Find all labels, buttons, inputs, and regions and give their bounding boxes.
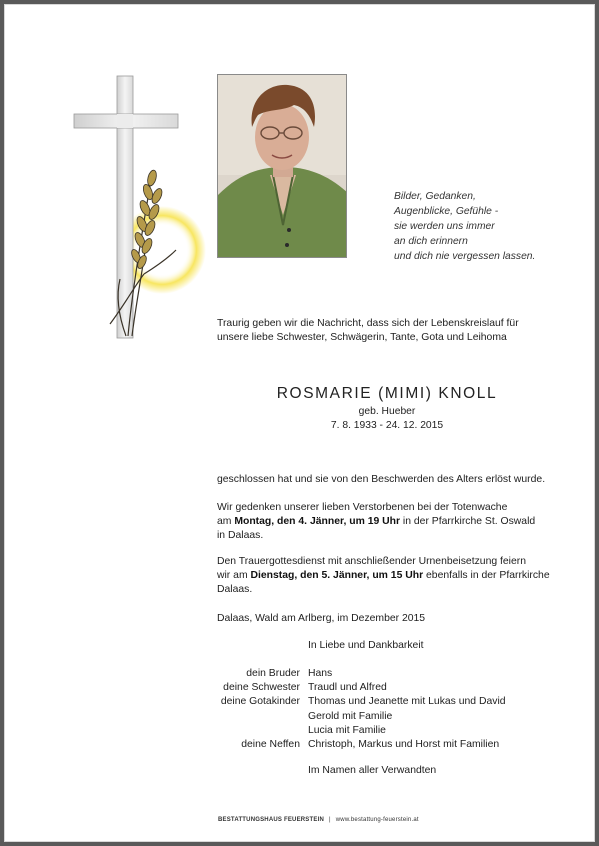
service-line-3: Dalaas. xyxy=(217,584,253,596)
service-datetime: Dienstag, den 5. Jänner, um 15 Uhr xyxy=(250,570,424,582)
announcement-intro xyxy=(217,317,577,345)
service-line-1: Den Trauergottesdienst mit anschließender Urnenbeisetzung feiern xyxy=(217,556,527,567)
wake-line-3: in Dalaas. xyxy=(217,530,264,542)
relative-names: Christoph, Markus und Horst mit Familien xyxy=(308,739,500,751)
wake-line-1: Wir gedenken unserer lieben Verstorbenen bei der Totenwache xyxy=(217,502,508,513)
signoff: Im Namen aller Verwandten xyxy=(308,765,437,776)
service-line-2 xyxy=(217,569,577,583)
quote-line: an dich erinnern xyxy=(394,236,468,247)
wake-text: am xyxy=(217,516,235,528)
closing-phrase: In Liebe und Dankbarkeit xyxy=(308,640,424,651)
family-row xyxy=(194,681,506,695)
wake-line-2 xyxy=(217,515,577,529)
deceased-name: ROSMARIE (MIMI) KNOLL xyxy=(276,385,498,402)
footer-separator: | xyxy=(328,817,331,823)
funeral-home-name: BESTATTUNGSHAUS FEUERSTEIN xyxy=(218,817,324,823)
relation-label xyxy=(194,710,308,724)
obituary-page xyxy=(4,4,595,842)
relative-names: Gerold mit Familie xyxy=(308,710,393,722)
relative-names: Lucia mit Familie xyxy=(308,724,386,736)
passing-statement xyxy=(217,473,577,487)
relation-label: deine Schwester xyxy=(223,682,300,694)
quote-line: Augenblicke, Gefühle - xyxy=(394,206,499,217)
memorial-quote xyxy=(394,189,584,264)
quote-line: sie werden uns immer xyxy=(394,221,495,232)
relative-names: Thomas und Jeanette mit Lukas und David xyxy=(308,696,506,708)
footer xyxy=(218,817,419,823)
family-row xyxy=(194,724,506,738)
relation-label: dein Bruder xyxy=(246,668,300,679)
passing-text: geschlossen hat und sie von den Beschwerden des Alters erlöst wurde. xyxy=(217,474,546,485)
funeral-home-url[interactable]: www.bestattung-feuerstein.at xyxy=(335,817,419,823)
relative-names: Hans xyxy=(308,668,333,679)
relative-names: Traudl und Alfred xyxy=(308,682,387,694)
service-location: ebenfalls in der Pfarrkirche xyxy=(423,570,550,582)
family-list xyxy=(194,667,506,752)
wake-paragraph xyxy=(217,501,577,544)
place-date: Dalaas, Wald am Arlberg, im Dezember 2015 xyxy=(217,613,426,624)
life-dates: 7. 8. 1933 - 24. 12. 2015 xyxy=(330,420,444,431)
relation-label: deine Gotakinder xyxy=(220,696,300,708)
birth-name: geb. Hueber xyxy=(358,406,416,417)
relation-label xyxy=(194,724,308,738)
service-paragraph xyxy=(217,555,577,598)
wake-datetime: Montag, den 4. Jänner, um 19 Uhr xyxy=(234,516,401,528)
family-row xyxy=(194,738,506,752)
wake-location: in der Pfarrkirche St. Oswald xyxy=(400,516,536,528)
quote-line: und dich nie vergessen lassen. xyxy=(394,251,536,262)
service-text: wir am xyxy=(217,570,251,582)
portrait-photo xyxy=(217,74,347,258)
quote-line: Bilder, Gedanken, xyxy=(394,191,476,202)
family-row xyxy=(194,710,506,724)
deceased-details xyxy=(217,405,557,433)
intro-line: unsere liebe Schwester, Schwägerin, Tante, Gota und Leihoma xyxy=(217,332,507,343)
family-row xyxy=(194,695,506,709)
cross-with-wheat-icon xyxy=(70,74,210,342)
intro-line: Traurig geben wir die Nachricht, dass sich der Lebenskreislauf für xyxy=(217,318,519,329)
family-row xyxy=(194,667,506,681)
relation-label: deine Neffen xyxy=(241,739,300,751)
